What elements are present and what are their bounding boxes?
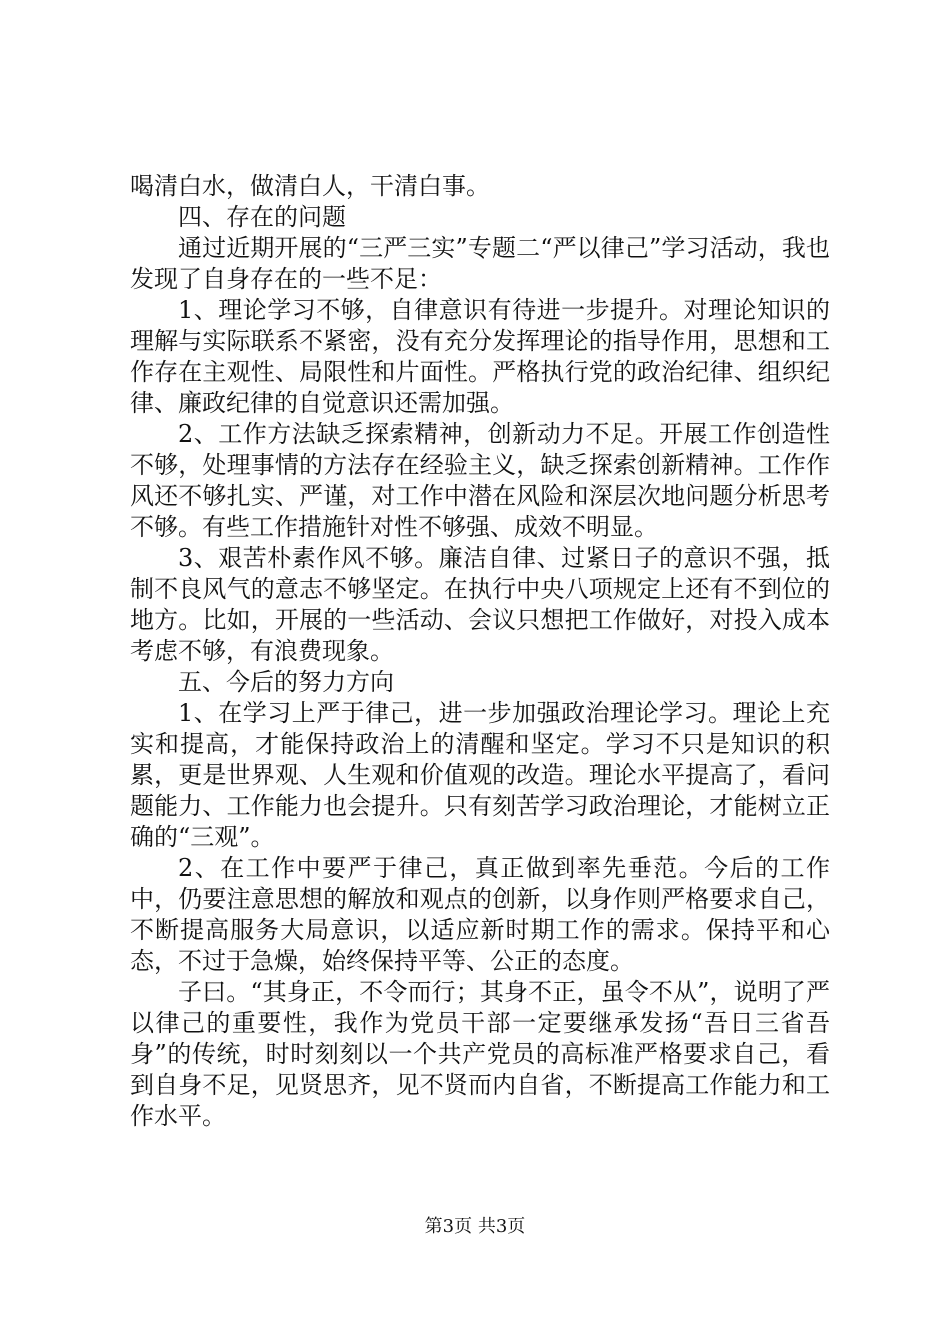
section-heading: 四、存在的问题 [178,203,346,231]
page-footer: 第3页 共3页 [424,1216,526,1237]
section-heading: 五、今后的努力方向 [178,668,394,696]
paragraph: 通过近期开展的“三严三实”专题二“严以律己”学习活动，我也发现了自身存在的一些不足： [130,234,830,293]
paragraph: 1、理论学习不够，自律意识有待进一步提升。对理论知识的理解与实际联系不紧密，没有充分发挥理论的指导作用，思想和工作存在主观性、局限性和片面性。严格执行党的政治纪律、组织纪律、廉政纪律的自觉意识还需加强。 [130,296,830,417]
paragraph: 2、工作方法缺乏探索精神，创新动力不足。开展工作创造性不够，处理事情的方法存在经验主义，缺乏探索创新精神。工作作风还不够扎实、严谨，对工作中潜在风险和深层次地问题分析思考不够。有些工作措施针对性不够强、成效不明显。 [130,420,830,541]
document-body [130,171,830,1132]
paragraph: 子曰。“其身正，不令而行；其身不正，虽令不从”，说明了严以律己的重要性，我作为党员干部一定要继承发扬“吾日三省吾身”的传统，时时刻刻以一个共产党员的高标准严格要求自己，看到自身不足，见贤思齐，见不贤而内自省，不断提高工作能力和工作水平。 [130,978,830,1130]
paragraph: 2、在工作中要严于律己，真正做到率先垂范。今后的工作中，仍要注意思想的解放和观点的创新，以身作则严格要求自己，不断提高服务大局意识，以适应新时期工作的需求。保持平和心态，不过于急燥，始终保持平等、公正的态度。 [130,854,830,975]
paragraph: 1、在学习上严于律己，进一步加强政治理论学习。理论上充实和提高，才能保持政治上的清醒和坚定。学习不只是知识的积累，更是世界观、人生观和价值观的改造。理论水平提高了，看问题能力、工作能力也会提升。只有刻苦学习政治理论，才能树立正确的“三观”。 [130,699,830,851]
paragraph: 喝清白水，做清白人，干清白事。 [130,172,490,200]
paragraph: 3、艰苦朴素作风不够。廉洁自律、过紧日子的意识不强，抵制不良风气的意志不够坚定。在执行中央八项规定上还有不到位的地方。比如，开展的一些活动、会议只想把工作做好，对投入成本考虑不够，有浪费现象。 [130,544,830,665]
